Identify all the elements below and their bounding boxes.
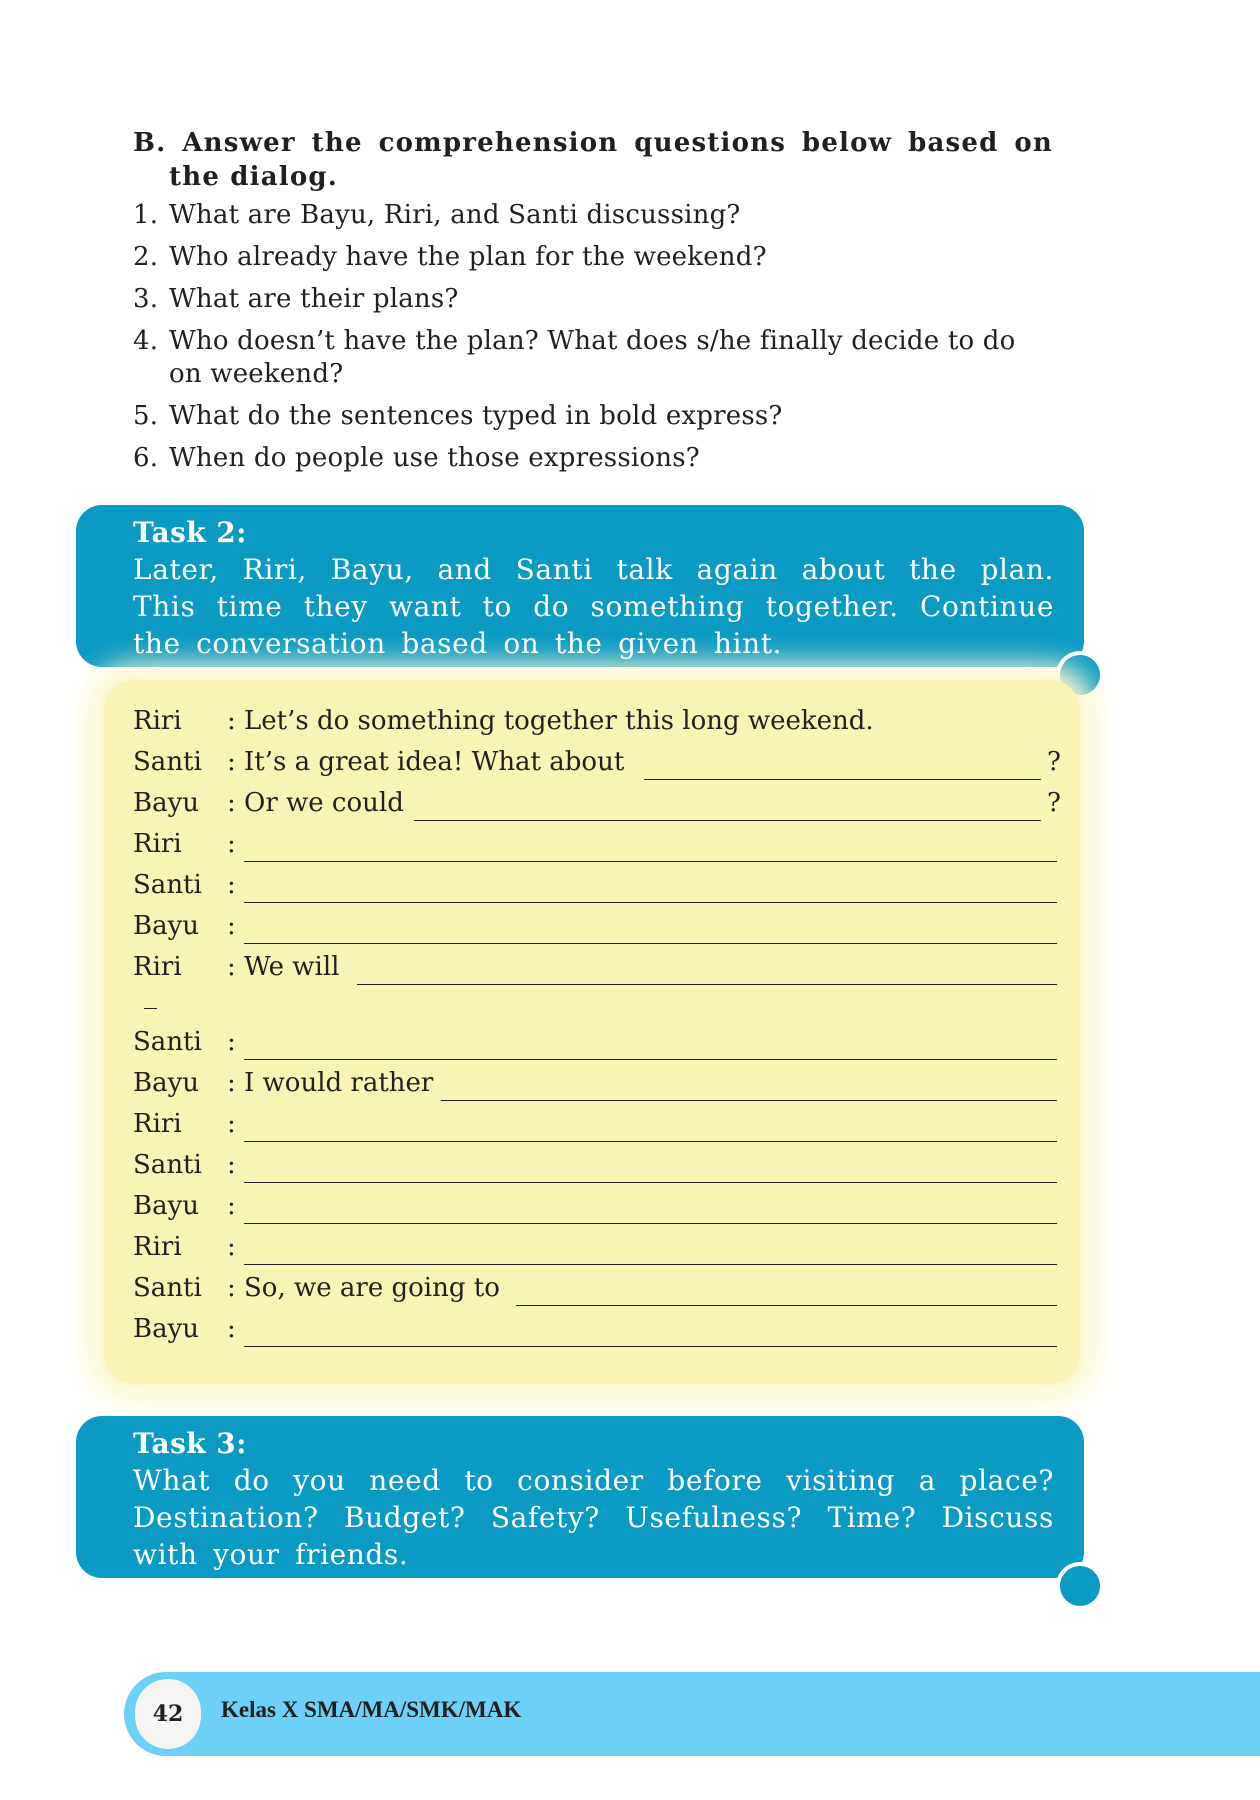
footer-book-title: Kelas X SMA/MA/SMK/MAK xyxy=(221,1697,522,1722)
dialog-text: It’s a great idea! What about xyxy=(244,747,625,777)
dialog-text: Or we could xyxy=(244,788,404,818)
question-text: When do people use those expressions? xyxy=(169,443,700,473)
question-text: What are their plans? xyxy=(169,284,459,314)
answer-blank[interactable] xyxy=(244,1346,1057,1347)
question-number: 6. xyxy=(133,443,159,473)
dialog-speaker: Bayu xyxy=(133,1191,200,1221)
question-mark: ? xyxy=(1047,788,1061,818)
question-list xyxy=(133,199,1053,475)
dialog-colon: : xyxy=(227,1150,236,1180)
dialog-colon: : xyxy=(227,829,236,859)
dialog-line xyxy=(133,911,1057,947)
dialog-line xyxy=(133,1273,1057,1309)
answer-blank[interactable] xyxy=(516,1305,1057,1306)
question-number: 1. xyxy=(133,200,159,230)
section-b-heading: B. Answer the comprehension questions below based on the dialog. xyxy=(133,128,1053,192)
dialog-colon: : xyxy=(227,952,236,982)
dialog-speaker: Santi xyxy=(133,1150,202,1180)
dialog-line xyxy=(133,706,1057,742)
dialog-colon: : xyxy=(227,870,236,900)
dialog-colon: : xyxy=(227,706,236,736)
dialog-speaker: Riri xyxy=(133,1109,182,1139)
dialog-speaker: Riri xyxy=(133,952,182,982)
task-3-dot-decoration xyxy=(1056,1562,1104,1610)
dialog-line xyxy=(133,1150,1057,1186)
question-item xyxy=(133,241,1053,274)
question-item xyxy=(133,400,1053,433)
dialog-text: Let’s do something together this long weekend. xyxy=(244,706,874,736)
dialog-speaker: Santi xyxy=(133,870,202,900)
answer-blank[interactable] xyxy=(244,1182,1057,1183)
dialog-speaker: Santi xyxy=(133,1273,202,1303)
answer-blank[interactable] xyxy=(244,1141,1057,1142)
task-3-instructions: What do you need to consider before visiting a place? Destination? Budget? Safety? Usefulness? Time? Discuss with your friends. xyxy=(133,1464,1054,1571)
answer-blank[interactable] xyxy=(244,1223,1057,1224)
dialog-box xyxy=(104,680,1080,1384)
dialog-colon: : xyxy=(227,1273,236,1303)
question-text: Who doesn’t have the plan? What does s/he finally decide to do on weekend? xyxy=(169,326,1016,389)
page-number: 42 xyxy=(135,1679,201,1749)
question-mark: ? xyxy=(1047,747,1061,777)
task-2-title: Task 2: xyxy=(133,516,247,549)
dialog-text: We will xyxy=(244,952,340,982)
question-item xyxy=(133,442,1053,475)
task-2-box xyxy=(76,505,1084,667)
dialog-line xyxy=(133,747,1061,783)
dialog-speaker: Bayu xyxy=(133,1068,200,1098)
answer-blank[interactable] xyxy=(244,943,1057,944)
dialog-colon: : xyxy=(227,1027,236,1057)
dialog-line xyxy=(133,1109,1057,1145)
task-2-instructions: Later, Riri, Bayu, and Santi talk again about the plan. This time they want to do something together. Continue the conversation based on the given hint. xyxy=(133,553,1054,660)
answer-blank[interactable] xyxy=(244,902,1057,903)
question-number: 2. xyxy=(133,242,159,272)
question-text: What do the sentences typed in bold express? xyxy=(169,401,783,431)
question-text: What are Bayu, Riri, and Santi discussing? xyxy=(169,200,741,230)
question-item xyxy=(133,325,1053,391)
dialog-speaker: Riri xyxy=(133,706,182,736)
question-item xyxy=(133,199,1053,232)
dialog-colon: : xyxy=(227,911,236,941)
dialog-colon: : xyxy=(227,1314,236,1344)
dialog-line xyxy=(133,952,1057,988)
dialog-speaker: Riri xyxy=(133,1232,182,1262)
section-b xyxy=(133,126,1053,484)
task-3-title: Task 3: xyxy=(133,1427,247,1460)
dialog-line xyxy=(133,870,1057,906)
dialog-colon: : xyxy=(227,788,236,818)
question-number: 3. xyxy=(133,284,159,314)
dialog-colon: : xyxy=(227,1191,236,1221)
dialog-line xyxy=(133,1027,1057,1063)
dialog-line xyxy=(133,1232,1057,1268)
dialog-colon: : xyxy=(227,747,236,777)
dialog-colon: : xyxy=(227,1232,236,1262)
dialog-text: So, we are going to xyxy=(244,1273,500,1303)
dialog-colon: : xyxy=(227,1068,236,1098)
answer-blank[interactable] xyxy=(644,779,1041,780)
dialog-line xyxy=(133,1068,1057,1104)
dialog-line xyxy=(133,829,1057,865)
answer-blank[interactable] xyxy=(357,984,1057,985)
dialog-speaker: Riri xyxy=(133,829,182,859)
answer-blank[interactable] xyxy=(441,1100,1057,1101)
stray-underscore: _ xyxy=(144,980,157,1010)
dialog-colon: : xyxy=(227,1109,236,1139)
task-3-box xyxy=(76,1416,1084,1578)
dialog-speaker: Santi xyxy=(133,747,202,777)
dialog-speaker: Bayu xyxy=(133,1314,200,1344)
question-number: 5. xyxy=(133,401,159,431)
dialog-speaker: Bayu xyxy=(133,911,200,941)
answer-blank[interactable] xyxy=(244,861,1057,862)
answer-blank[interactable] xyxy=(414,820,1041,821)
dialog-line xyxy=(133,1191,1057,1227)
dialog-text: I would rather xyxy=(244,1068,434,1098)
question-item xyxy=(133,283,1053,316)
question-text: Who already have the plan for the weekend? xyxy=(169,242,767,272)
dialog-speaker: Bayu xyxy=(133,788,200,818)
dialog-line xyxy=(133,1314,1057,1350)
answer-blank[interactable] xyxy=(244,1264,1057,1265)
answer-blank[interactable] xyxy=(244,1059,1057,1060)
dialog-speaker: Santi xyxy=(133,1027,202,1057)
dialog-line xyxy=(133,788,1061,824)
question-number: 4. xyxy=(133,326,159,356)
